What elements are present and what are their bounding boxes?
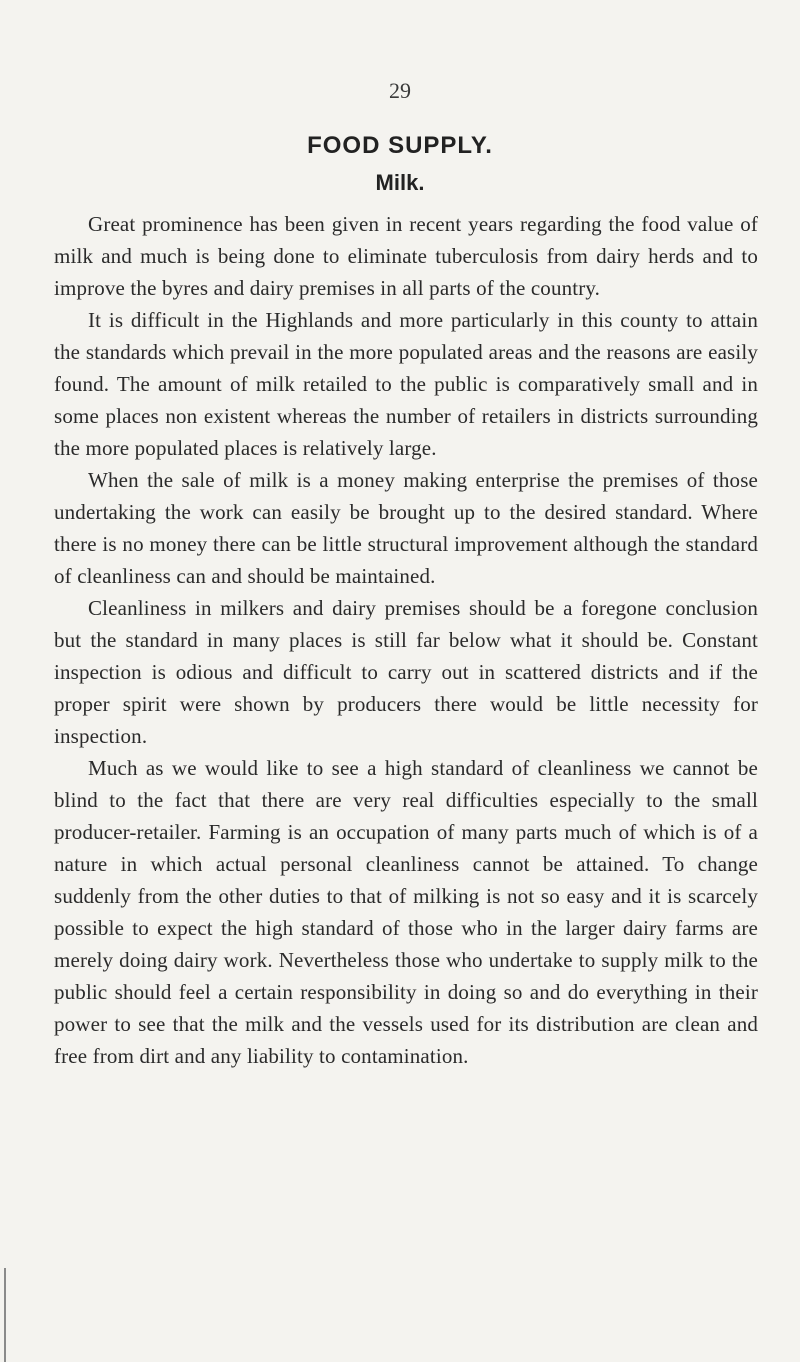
page-number: 29 [389,78,411,103]
paragraph: Much as we would like to see a high standard of cleanliness we cannot be blind to the fact that there are very real difficulties especially to the small producer-retailer. Farming is an occupation of many parts much of which is of a nature in which actual personal cleanliness cannot be attained. To change suddenly from the other duties to that of milking is not so easy and it is scarcely possible to expect the high standard of those who in the larger dairy farms are merely doing dairy work. Nevertheless those who undertake to supply milk to the public should feel a certain responsibility in doing so and do everything in their power to see that the milk and the vessels used for its distribution are clean and free from dirt and any liability to contamination. [54,756,758,1068]
page-edge-line [4,1268,6,1362]
paragraph: It is difficult in the Highlands and more particularly in this county to attain the standards which prevail in the more populated areas and the reasons are easily found. The amount of milk retailed to the public is comparatively small and in some places non existent whereas the number of retailers in districts surrounding the more populated places is relatively large. [54,308,758,460]
section-heading: FOOD SUPPLY. [307,132,493,159]
paragraph: Great prominence has been given in recent years regarding the food value of milk and much is being done to eliminate tuberculosis from dairy herds and to improve the byres and dairy premises in all parts of the country. [54,212,758,300]
paragraph: Cleanliness in milkers and dairy premises should be a foregone conclusion but the standard in many places is still far below what it should be. Constant inspection is odious and difficult to carry out in scattered districts and if the proper spirit were shown by producers there would be little necessity for inspection. [54,596,758,748]
paragraph: When the sale of milk is a money making enterprise the premises of those undertaking the work can easily be brought up to the desired standard. Where there is no money there can be little structural improvement although the standard of cleanliness can and should be maintained. [54,468,758,588]
section-subheading: Milk. [375,170,425,195]
body-text [54,208,758,1072]
